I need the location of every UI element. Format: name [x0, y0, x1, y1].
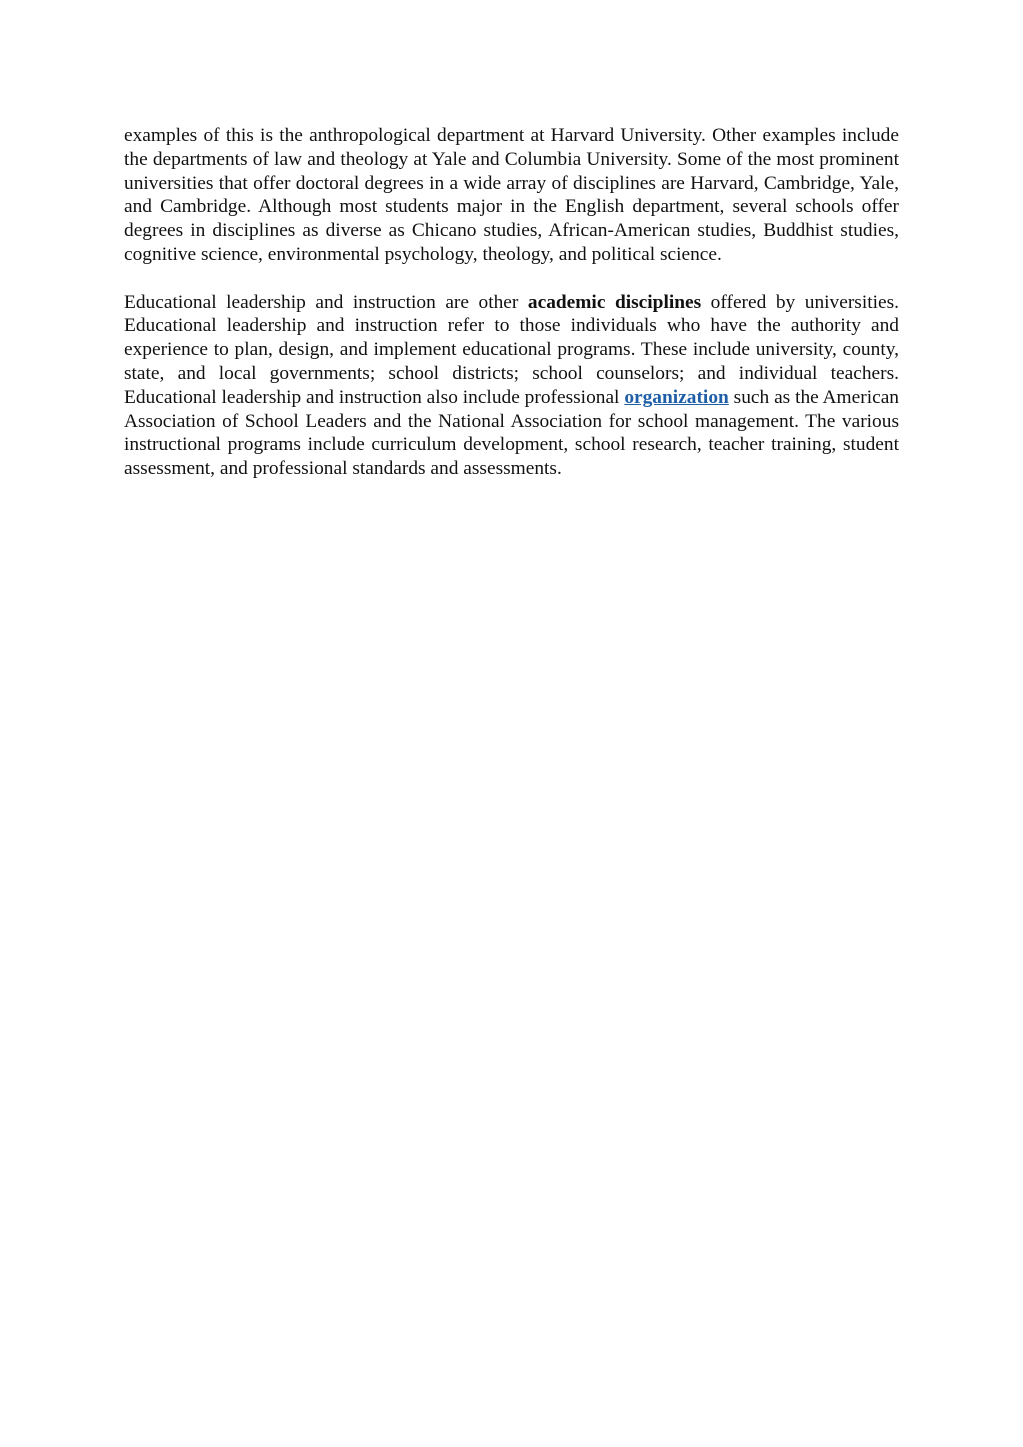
paragraph-2-text-1: Educational leadership and instruction are other: [124, 291, 528, 313]
bold-term-academic-disciplines: academic disciplines: [527, 291, 702, 313]
document-body: [124, 124, 899, 505]
paragraph-2-text-3: such as the American Association of School Leaders and the National Association for school management. The various instructional programs include curriculum development, school research, teacher training, student assessment, and professional standards and assessments.: [124, 386, 899, 480]
organization-link[interactable]: organization: [624, 386, 729, 408]
paragraph-2: [124, 291, 899, 481]
paragraph-1: examples of this is the anthropological department at Harvard University. Other examples include the departments of law and theology at Yale and Columbia University. Some of the most prominent universities that offer doctoral degrees in a wide array of disciplines are Harvard, Cambridge, Yale, and Cambridge. Although most students major in the English department, several schools offer degrees in disciplines as diverse as Chicano studies, African-American studies, Buddhist studies, cognitive science, environmental psychology, theology, and political science.: [124, 125, 899, 265]
paragraph-2-text-2: offered by universities. Educational leadership and instruction refer to those individuals who have the authority and experience to plan, design, and implement educational programs. These include university, county, state, and local governments; school districts; school counselors; and individual teachers. Educational leadership and instruction also include professional: [124, 291, 899, 408]
